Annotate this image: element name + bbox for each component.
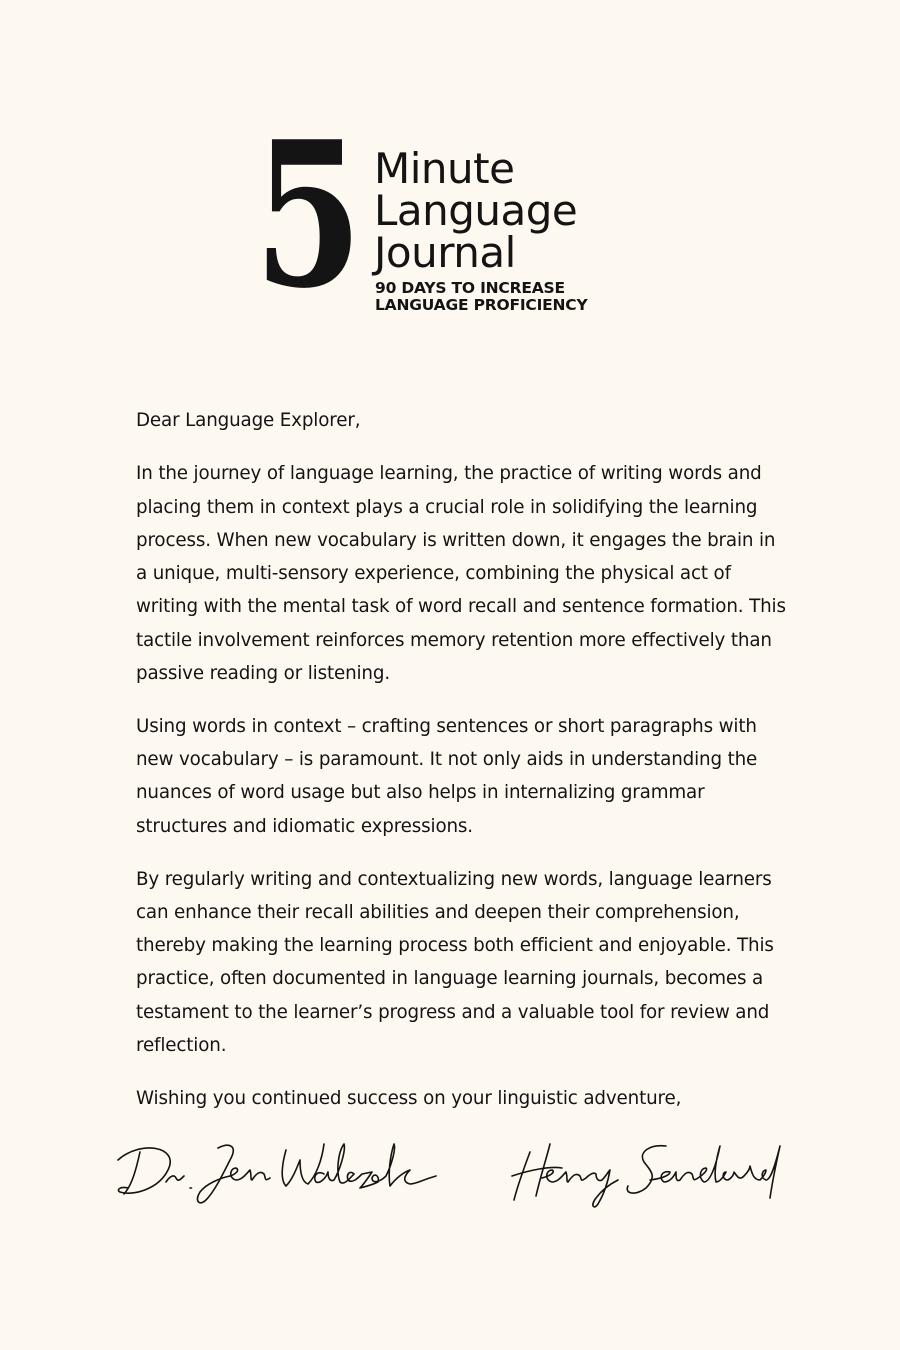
letter-closing: Wishing you continued success on your linguistic adventure, (136, 1087, 682, 1109)
logo-subtitle-line-2: LANGUAGE PROFICIENCY (375, 296, 588, 314)
journal-logo (254, 98, 634, 333)
logo-subtitle (375, 280, 588, 314)
letter-greeting: Dear Language Explorer, (136, 410, 361, 431)
letter-paragraph-3: By regularly writing and contextualizing new words, language learners can enhance their recall abilities and deepen their comprehension, thereby making the learning process both efficient and enjoyable. This practice, often documented in language learning journals, becomes a testament to the learner’s progress and a valuable tool for review and reflection. (136, 868, 774, 1057)
signature-henry-sandoval (512, 1144, 780, 1207)
letter-paragraph-1: In the journey of language learning, the practice of writing words and placing them in context plays a crucial role in solidifying the learning process. When new vocabulary is written down, it engages the brain in a unique, multi-sensory experience, combining the physical act of writing with the mental task of word recall and sentence formation. This tactile involvement reinforces memory retention more effectively than passive reading or listening. (136, 463, 786, 685)
signatures (110, 1130, 800, 1220)
letter-paragraph-2: Using words in context – crafting sentences or short paragraphs with new vocabulary – is paramount. It not only aids in understanding the nuances of word usage but also helps in internalizing grammar structures and idiomatic expressions. (136, 715, 758, 837)
signature-dr-jen-walczak (118, 1144, 436, 1203)
logo-title (374, 144, 578, 277)
logo-title-line-3: Journal (374, 228, 516, 277)
logo-subtitle-line-1: 90 DAYS TO INCREASE (375, 279, 565, 297)
logo-title-line-1: Minute (374, 144, 515, 193)
letter-body (136, 404, 786, 1135)
logo-title-line-2: Language (374, 186, 578, 235)
logo-number: 5 (254, 98, 363, 333)
signature-strokes (110, 1130, 800, 1220)
